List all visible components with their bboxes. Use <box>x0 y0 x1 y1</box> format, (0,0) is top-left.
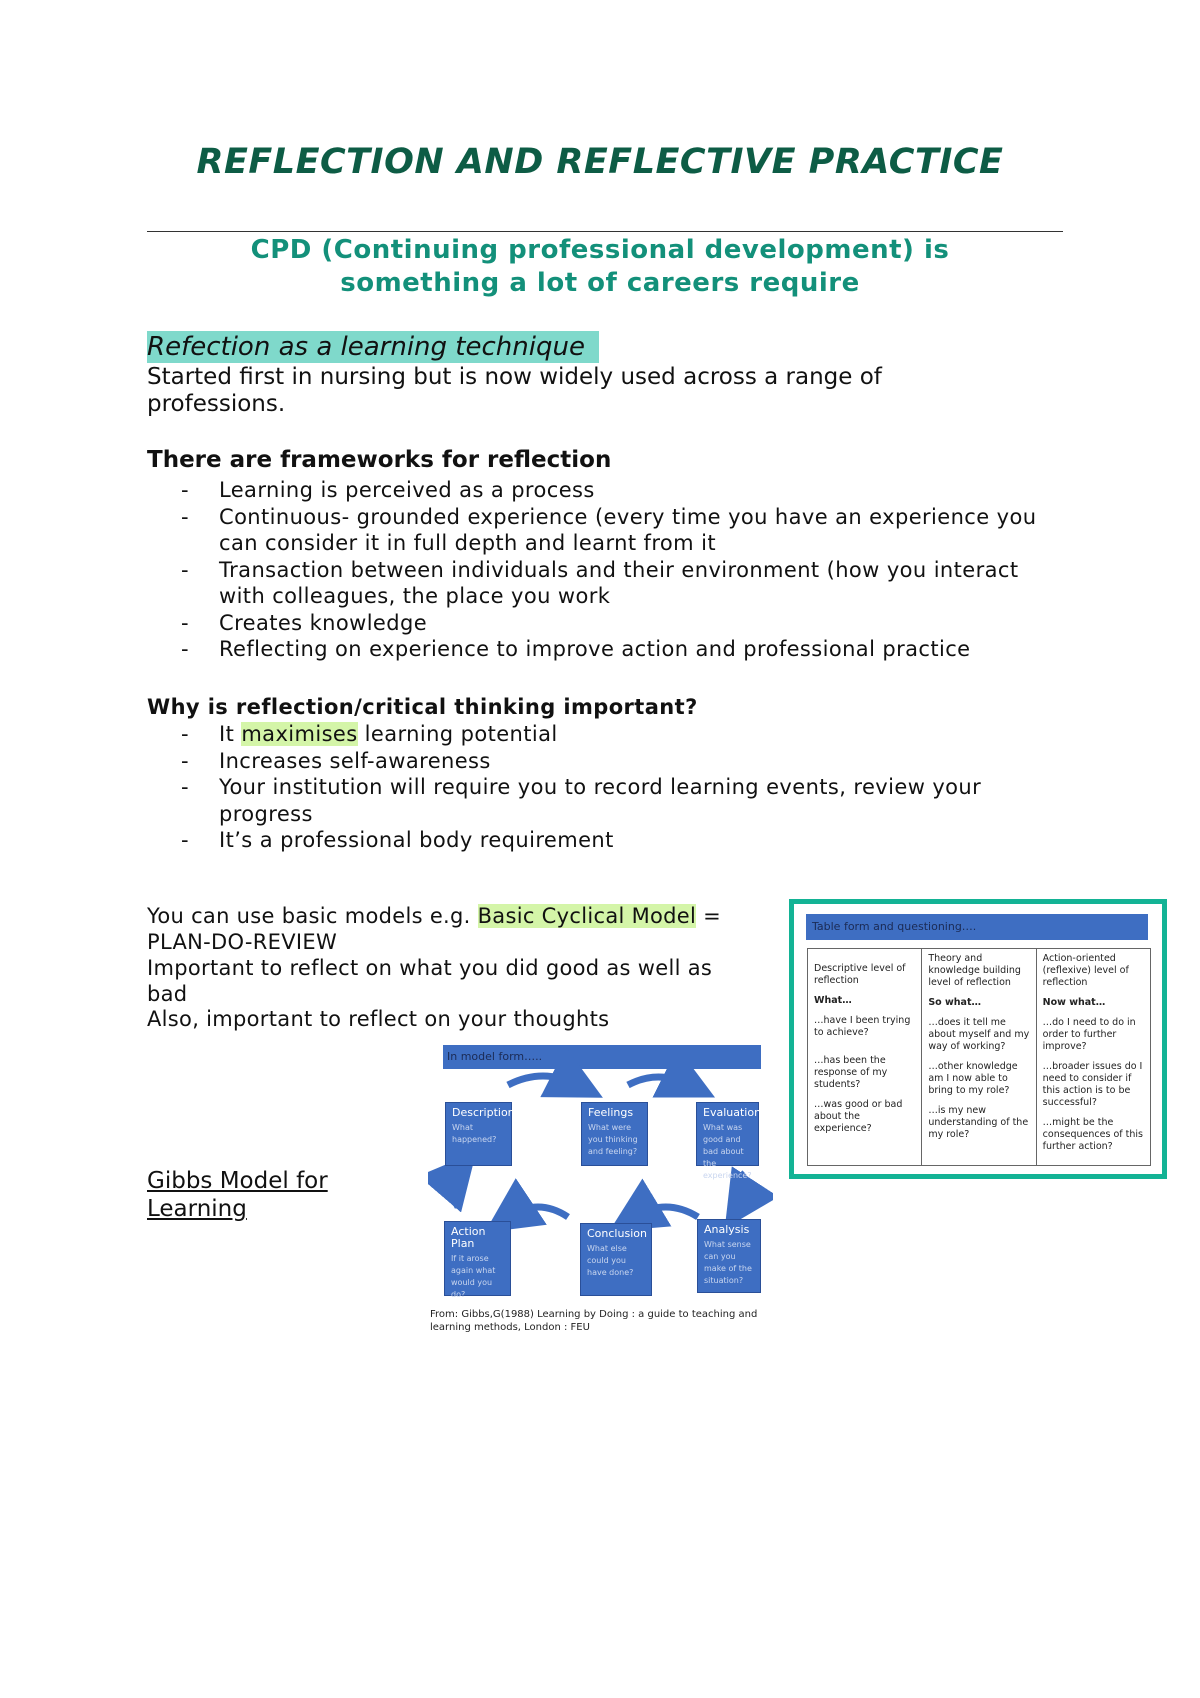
table-cell: …was good or bad about the experience? <box>814 1099 903 1134</box>
table-column-theory <box>922 949 1036 1165</box>
list-item: - Continuous- grounded experience (every time you have an experience you <box>147 504 1067 531</box>
list-item-continuation <box>147 583 1067 610</box>
models-text: = <box>696 904 722 928</box>
subtitle-line-2: something a lot of careers require <box>340 268 860 298</box>
list-item: - It’s a professional body requirement <box>147 827 1067 854</box>
table-cell: …has been the response of my students? <box>814 1055 888 1090</box>
models-line: Important to reflect on what you did good as well as <box>147 956 713 980</box>
box-question: What was good and bad about the experience? <box>703 1123 752 1180</box>
continuation-text: progress <box>219 801 313 826</box>
gibbs-figure-header: In model form….. <box>443 1045 761 1069</box>
list-item: - Learning is perceived as a process <box>147 477 1067 504</box>
section-heading-frameworks: There are frameworks for reflection <box>147 447 612 473</box>
gibbs-box-feelings <box>581 1102 648 1166</box>
body-text-line: Started first in nursing but is now widely used across a range of <box>147 364 882 390</box>
highlighted-model: Basic Cyclical Model <box>477 904 697 928</box>
section-heading-why: Why is reflection/critical thinking important? <box>147 695 698 719</box>
list-item: - Increases self-awareness <box>147 748 1067 775</box>
box-title: Description <box>452 1106 515 1119</box>
table-cell: Theory and knowledge building level of reflection <box>928 953 1021 988</box>
table-column-descriptive <box>808 949 922 1165</box>
box-title: Evaluation <box>703 1106 762 1119</box>
list-item: - Reflecting on experience to improve action and professional practice <box>147 636 1067 663</box>
list-item: - Creates knowledge <box>147 610 1067 637</box>
table-cell: …does it tell me about myself and my way of working? <box>928 1017 1030 1052</box>
gibbs-label-line: Learning <box>147 1196 247 1222</box>
section-heading-reflection: Refection as a learning technique <box>147 331 599 363</box>
horizontal-rule <box>147 231 1063 232</box>
gibbs-box-conclusion <box>580 1223 652 1296</box>
arrow-icon <box>628 1077 690 1085</box>
table-figure-grid <box>807 948 1151 1166</box>
models-line: bad <box>147 982 188 1006</box>
gibbs-box-analysis <box>697 1219 761 1293</box>
reflection-levels-table-figure <box>789 899 1167 1179</box>
models-line: PLAN-DO-REVIEW <box>147 930 338 954</box>
arrow-icon <box>508 1076 578 1085</box>
why-list <box>147 721 1067 854</box>
box-title: Feelings <box>588 1106 634 1119</box>
list-item: - Your institution will require you to record learning events, review your <box>147 774 1067 801</box>
table-cell: Descriptive level of reflection <box>814 963 906 986</box>
box-question: What else could you have done? <box>587 1244 634 1277</box>
figure-source-citation: From: Gibbs,G(1988) Learning by Doing : a guide to teaching and learning methods, London : FEU <box>430 1309 758 1333</box>
table-cell: …have I been trying to achieve? <box>814 1015 911 1038</box>
subtitle-line-1: CPD (Continuing professional development) is <box>250 235 950 265</box>
box-title: Analysis <box>704 1223 750 1236</box>
gibbs-box-description <box>445 1102 515 1166</box>
table-figure-header: Table form and questioning…. <box>806 914 1148 940</box>
box-title: Action Plan <box>451 1225 486 1250</box>
highlighted-word: maximises <box>241 722 358 746</box>
box-title: Conclusion <box>587 1227 647 1240</box>
continuation-text: with colleagues, the place you work <box>219 584 611 608</box>
table-cell: …do I need to do in order to further improve? <box>1042 1017 1136 1052</box>
arrow-icon <box>508 1207 568 1217</box>
continuation-text: can consider it in full depth and learnt from it <box>219 531 716 555</box>
table-cell: …other knowledge am I now able to bring to my role? <box>928 1061 1018 1096</box>
arrow-icon <box>452 1173 458 1207</box>
gibbs-label <box>147 1167 328 1223</box>
gibbs-box-evaluation <box>696 1102 762 1180</box>
gibbs-cycle-figure <box>428 1045 773 1335</box>
table-cell: …might be the consequences of this further action? <box>1042 1117 1143 1152</box>
table-cell: …broader issues do I need to consider if this action is to be successful? <box>1042 1061 1143 1108</box>
box-question: If it arose again what would you do? <box>451 1254 496 1299</box>
table-cell: Action-oriented (reflexive) level of reflection <box>1042 953 1129 988</box>
models-line: Also, important to reflect on your thoughts <box>147 1007 610 1031</box>
models-text: You can use basic models e.g. <box>147 904 478 928</box>
table-cell: So what… <box>928 997 981 1008</box>
table-column-action <box>1037 949 1150 1165</box>
table-cell: Now what… <box>1042 997 1106 1008</box>
table-cell: What… <box>814 995 852 1006</box>
arrow-icon <box>633 1207 698 1217</box>
table-cell: …is my new understanding of the my role? <box>928 1105 1029 1140</box>
models-line <box>147 904 721 930</box>
list-item <box>147 721 1067 748</box>
box-question: What happened? <box>452 1123 497 1144</box>
list-text: learning potential <box>357 722 558 746</box>
list-text: It <box>219 722 242 746</box>
box-question: What were you thinking and feeling? <box>588 1123 638 1156</box>
gibbs-box-action-plan <box>444 1221 511 1299</box>
body-text-line: professions. <box>147 391 286 417</box>
list-item-continuation <box>147 530 1067 557</box>
list-item: - Transaction between individuals and their environment (how you interact <box>147 557 1067 584</box>
frameworks-list <box>147 477 1067 663</box>
box-question: What sense can you make of the situation? <box>704 1240 752 1285</box>
page-title: REFLECTION AND REFLECTIVE PRACTICE <box>196 142 1004 182</box>
gibbs-label-line: Gibbs Model for <box>147 1168 328 1194</box>
list-item-continuation <box>147 801 1067 828</box>
